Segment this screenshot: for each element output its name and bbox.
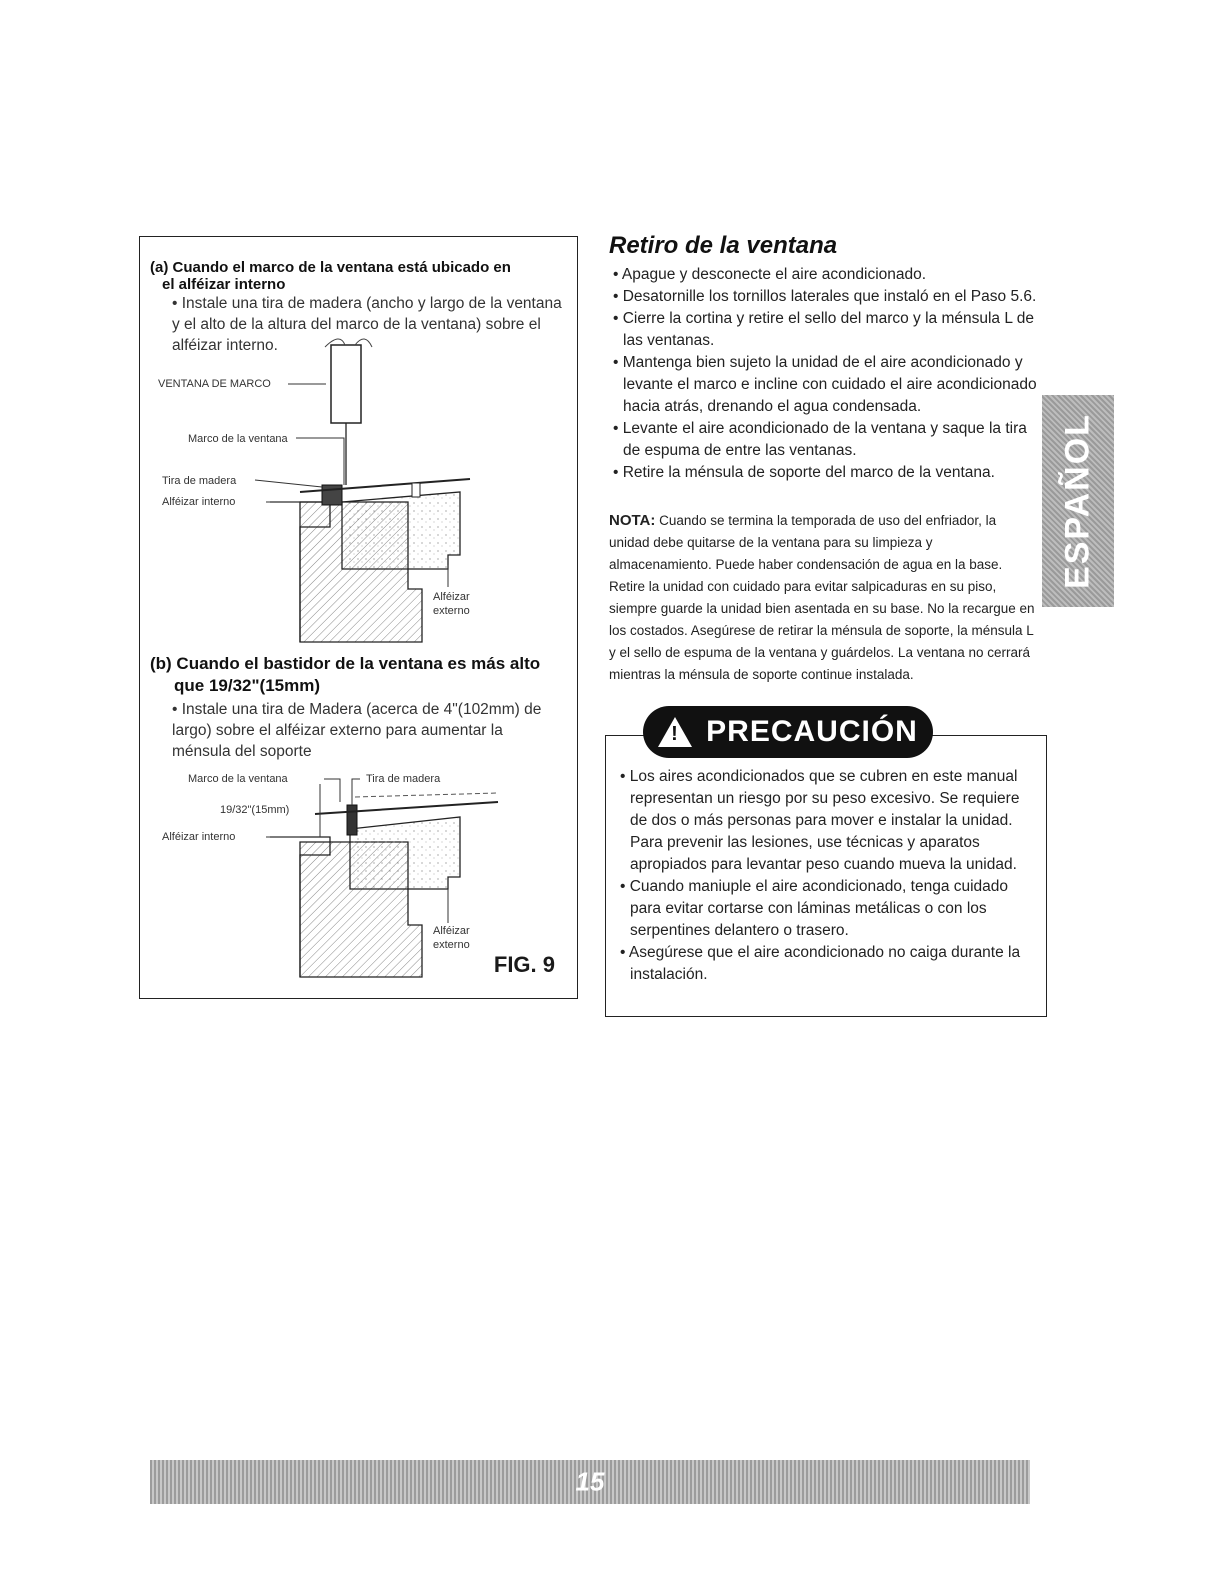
page-number: 15 <box>575 1466 605 1497</box>
section-a-body: • Instale una tira de madera (ancho y largo de la ventana y el alto de la altura del marco de la ventana) sobre el alféizar interno. <box>172 295 562 354</box>
label-alfeizar-externo-a-1: Alféizar <box>433 591 470 603</box>
section-b-heading-line1: (b) Cuando el bastidor de la ventana es más alto <box>150 654 541 673</box>
label-marco-ventana-a: Marco de la ventana <box>188 433 288 445</box>
diagram-b <box>140 237 579 1000</box>
list-item: • Cierre la cortina y retire el sello del marco y la ménsula L de las ventanas. <box>613 310 1034 349</box>
note-text: Cuando se termina la temporada de uso del enfriador, la unidad debe quitarse de la ventana para su limpieza y almacenamiento. Puede haber condensación de agua en la base. Retire la unidad con cuidado para evitar salpicaduras en su piso, siempre guarde la unidad bien asentada en su base. No la recargue en los costados. Asegúrese de retirar la ménsula de soporte, la ménsula L y el sello de espuma de la ventana y guárdelos. La ventana no cerrará mientras la ménsula de soporte continue instalada. <box>609 513 1035 682</box>
figure-9-panel <box>139 236 578 999</box>
list-item: • Desatornille los tornillos laterales que instaló en el Paso 5.6. <box>613 288 1037 305</box>
language-tab-label: ESPAÑOL <box>1058 413 1097 589</box>
list-item: • Cuando maniuple el aire acondicionado, tenga cuidado para evitar cortarse con láminas metálicas o con los serpentines delantero o trasero. <box>620 878 1009 939</box>
label-alfeizar-interno-a: Alféizar interno <box>162 496 236 508</box>
caution-list <box>616 766 1036 986</box>
label-alfeizar-externo-a-2: externo <box>433 605 470 617</box>
section-b-body: • Instale una tira de Madera (acerca de 4"(102mm) de largo) sobre el alféizar externo para aumentar la ménsula del soporte <box>172 701 542 760</box>
footer-bar <box>150 1460 1030 1504</box>
list-item: • Los aires acondicionados que se cubren en este manual representan un riesgo por su peso excesivo. Se requiere de dos o más personas para mover e instalar la unidad. Para prevenir las lesiones, use técnicas y aparatos apropiados para levantar peso cuando mueva la unidad. <box>620 768 1020 873</box>
list-item: • Retire la ménsula de soporte del marco de la ventana. <box>613 464 995 481</box>
figure-label: FIG. 9 <box>493 952 555 977</box>
warning-triangle-icon: ! <box>658 717 692 747</box>
label-tira-madera-a: Tira de madera <box>162 475 237 487</box>
note-block <box>609 510 1039 686</box>
caution-title: PRECAUCIÓN <box>706 715 918 748</box>
section-b-heading-line2: que 19/32"(15mm) <box>174 676 321 695</box>
list-item: • Mantenga bien sujeto la unidad de el aire acondicionado y levante el marco e incline con cuidado el aire acondicionado hacia atrás, drenando el agua condensada. <box>613 354 1037 415</box>
caution-box <box>605 715 1047 1017</box>
label-alfeizar-interno-b: Alféizar interno <box>162 831 236 843</box>
label-ventana-marco: VENTANA DE MARCO <box>158 378 271 390</box>
label-alfeizar-externo-b-1: Alféizar <box>433 925 470 937</box>
label-tira-madera-b: Tira de madera <box>366 773 441 785</box>
removal-steps <box>609 264 1043 484</box>
list-item: • Asegúrese que el aire acondicionado no caiga durante la instalación. <box>620 944 1021 983</box>
label-marco-ventana-b: Marco de la ventana <box>188 773 288 785</box>
label-dimension: 19/32"(15mm) <box>220 804 290 816</box>
caution-banner <box>643 706 933 758</box>
note-label: NOTA: <box>609 512 656 529</box>
label-alfeizar-externo-b-2: externo <box>433 939 470 951</box>
list-item: • Levante el aire acondicionado de la ventana y saque la tira de espuma de entre las ventanas. <box>613 420 1027 459</box>
language-tab <box>1042 395 1114 607</box>
list-item: • Apague y desconecte el aire acondicionado. <box>613 266 927 283</box>
section-a-heading-line1: (a) Cuando el marco de la ventana está ubicado en <box>150 259 511 276</box>
section-a-heading-line2: el alféizar interno <box>162 276 286 293</box>
removal-title: Retiro de la ventana <box>609 232 838 259</box>
